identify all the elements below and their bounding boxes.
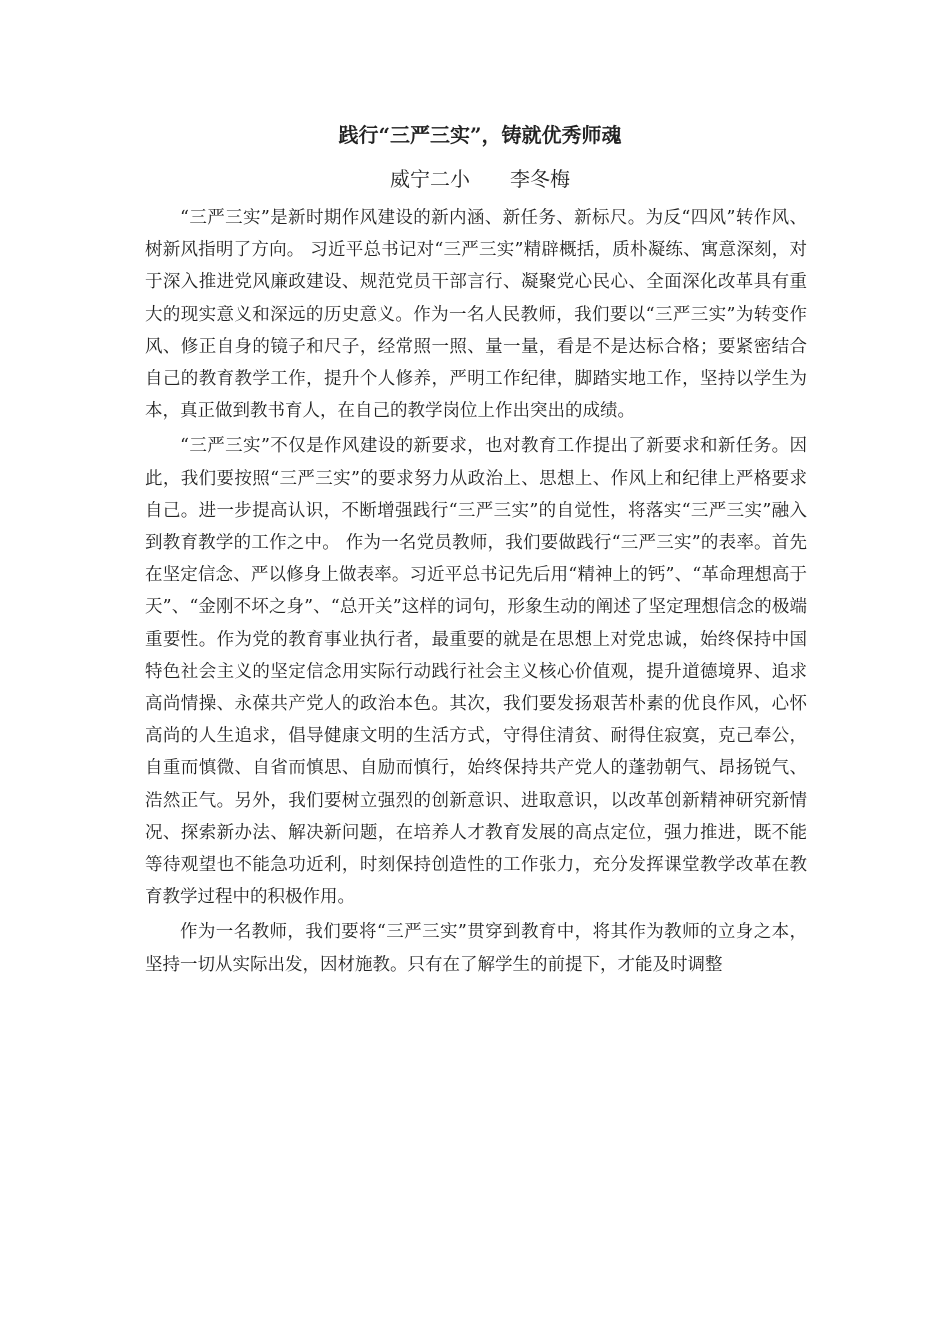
byline bbox=[145, 162, 807, 196]
paragraph: “三严三实”是新时期作风建设的新内涵、新任务、新标尺。为反“四风”转作风、树新风指明了方向。 习近平总书记对“三严三实”精辟概括，质朴凝练、寓意深刻，对于深入推进党风廉政建设、规范党员干部言行、凝聚党心民心、全面深化改革具有重大的现实意义和深远的历史意义。作为一名人民教师，我们要以“三严三实”为转变作风、修正自身的镜子和尺子，经常照一照、量一量，看是不是达标合格；要紧密结合自己的教育教学工作，提升个人修养，严明工作纪律，脚踏实地工作，坚持以学生为本，真正做到教书育人，在自己的教学岗位上作出突出的成绩。 bbox=[145, 208, 807, 422]
paragraph: “三严三实”不仅是作风建设的新要求，也对教育工作提出了新要求和新任务。因此，我们要按照“三严三实”的要求努力从政治上、思想上、作风上和纪律上严格要求自己。进一步提高认识，不断增强践行“三严三实”的自觉性，将落实“三严三实”融入到教育教学的工作之中。 作为一名党员教师，我们要做践行“三严三实”的表率。首先在坚定信念、严以修身上做表率。习近平总书记先后用“精神上的钙”、“革命理想高于天”、“金刚不坏之身”、“总开关”这样的词句，形象生动的阐述了坚定理想信念的极端重要性。作为党的教育事业执行者，最重要的就是在思想上对党忠诚，始终保持中国特色社会主义的坚定信念用实际行动践行社会主义核心价值观，提升道德境界、追求高尚情操、永葆共产党人的政治本色。其次，我们要发扬艰苦朴素的优良作风，心怀高尚的人生追求，倡导健康文明的生活方式，守得住清贫、耐得住寂寞，克己奉公，自重而慎微、自省而慎思、自励而慎行，始终保持共产党人的蓬勃朝气、昂扬锐气、浩然正气。另外，我们要树立强烈的创新意识、进取意识，以改革创新精神研究新情况、探索新办法、解决新问题，在培养人才教育发展的高点定位，强力推进，既不能等待观望也不能急功近利，时刻保持创造性的工作张力，充分发挥课堂教学改革在教育教学过程中的积极作用。 bbox=[145, 436, 807, 908]
document-title: 践行“三严三实”，铸就优秀师魂 bbox=[338, 123, 622, 147]
author-name: 李冬梅 bbox=[510, 167, 570, 191]
document-body bbox=[145, 118, 807, 984]
paragraph: 作为一名教师，我们要将“三严三实”贯穿到教育中，将其作为教师的立身之本，坚持一切从实际出发，因材施教。只有在了解学生的前提下，才能及时调整 bbox=[145, 922, 807, 975]
school-name: 威宁二小 bbox=[390, 167, 470, 191]
